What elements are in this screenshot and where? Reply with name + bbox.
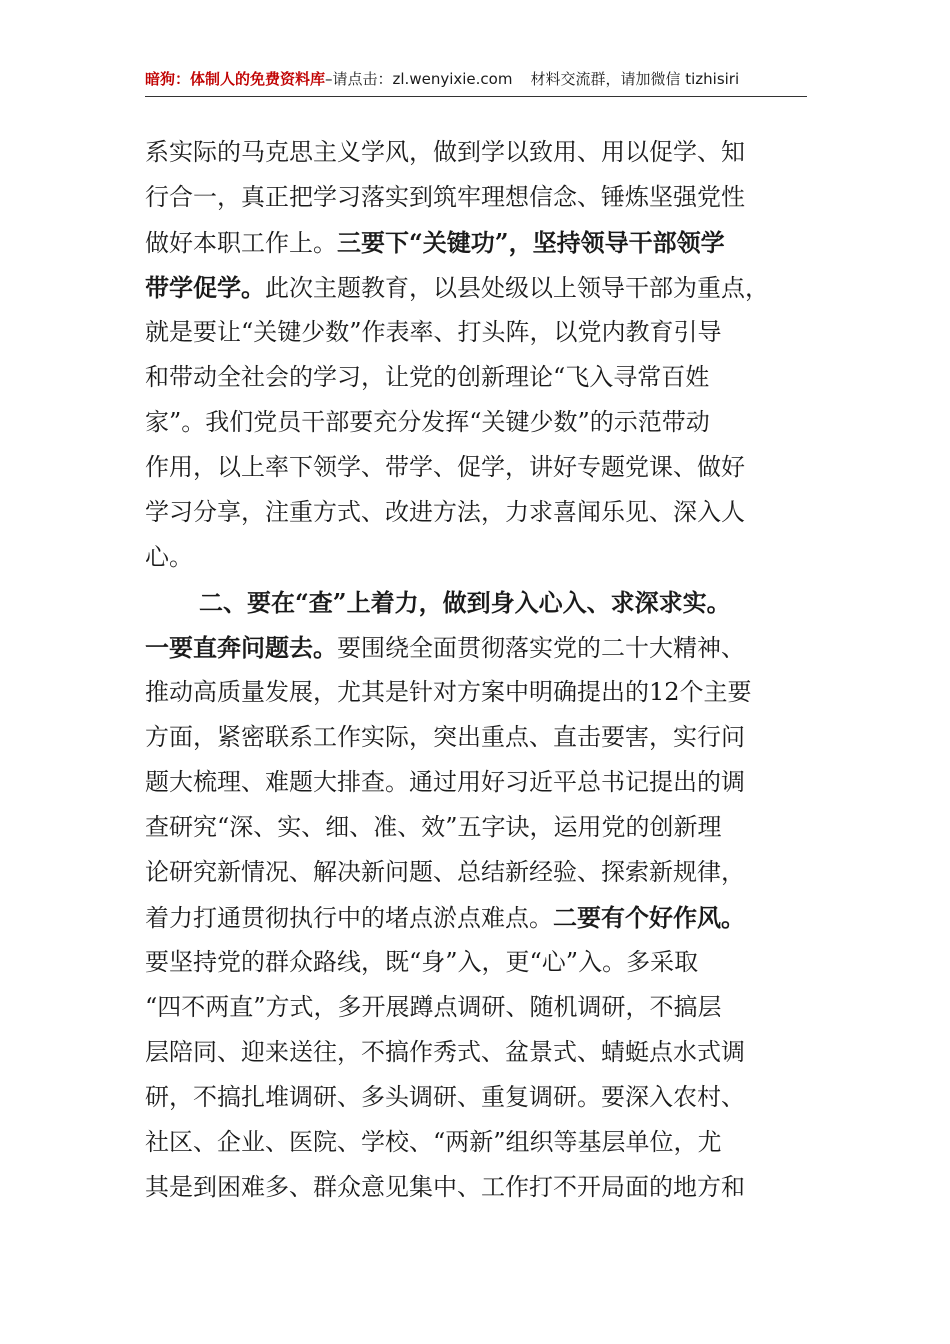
text-run: 和带动全社会的学习，让党的创新理论“飞入寻常百姓 — [145, 363, 710, 391]
text-run: 要坚持党的群众路线，既“身”入，更“心”入。多采取 — [145, 948, 699, 976]
text-run: 就是要让“关键少数”作表率、打头阵，以党内教育引导 — [145, 318, 722, 346]
header-site-label: 暗狗：体制人的免费资料库 — [145, 70, 326, 88]
text-run: 此次主题教育，以县处级以上领导干部为重点， — [265, 274, 769, 302]
text-run: 家”。我们党员干部要充分发挥“关键少数”的示范带动 — [145, 408, 710, 436]
text-line — [145, 760, 807, 805]
text-line — [145, 670, 807, 715]
text-run: 方面，紧密联系工作实际，突出重点、直击要害，实行问 — [145, 723, 745, 751]
text-run: 心。 — [145, 543, 193, 571]
text-line — [145, 625, 807, 670]
header-divider — [145, 96, 807, 97]
bold-text-run: 二、要在“查”上着力，做到身入心入、求深求实。 — [199, 588, 731, 617]
text-line — [145, 265, 807, 310]
bold-text-run: 三要下“关键功”，坚持领导干部领学 — [337, 228, 725, 257]
text-run: 其是到困难多、群众意见集中、工作打不开局面的地方和 — [145, 1173, 745, 1201]
page-header — [145, 62, 805, 96]
text-run: 推动高质量发展，尤其是针对方案中明确提出的12个主要 — [145, 678, 752, 706]
text-run: 行合一，真正把学习落实到筑牢理想信念、锤炼坚强党性 — [145, 183, 745, 211]
text-line — [145, 850, 807, 895]
text-line — [145, 130, 807, 175]
text-line — [145, 1165, 807, 1210]
text-line — [145, 400, 807, 445]
text-line — [145, 805, 807, 850]
text-run: 论研究新情况、解决新问题、总结新经验、探索新规律， — [145, 858, 745, 886]
bold-text-run: 带学促学。 — [145, 273, 265, 302]
text-line — [145, 220, 807, 265]
text-run: 作用，以上率下领学、带学、促学，讲好专题党课、做好 — [145, 453, 745, 481]
text-run: 研，不搞扎堆调研、多头调研、重复调研。要深入农村、 — [145, 1083, 745, 1111]
text-line — [145, 310, 807, 355]
text-line — [145, 940, 807, 985]
document-body — [145, 130, 807, 1210]
text-run: 查研究“深、实、细、准、效”五字诀，运用党的创新理 — [145, 813, 722, 841]
text-run: 题大梳理、难题大排查。通过用好习近平总书记提出的调 — [145, 768, 745, 796]
text-run: 学习分享，注重方式、改进方法，力求喜闻乐见、深入人 — [145, 498, 745, 526]
text-line — [145, 1120, 807, 1165]
text-line — [145, 580, 807, 625]
text-line — [145, 715, 807, 760]
text-run: 做好本职工作上。 — [145, 229, 337, 257]
text-line — [145, 535, 807, 580]
text-line — [145, 490, 807, 535]
text-line — [145, 1030, 807, 1075]
text-line — [145, 895, 807, 940]
text-run: 系实际的马克思主义学风，做到学以致用、用以促学、知 — [145, 138, 745, 166]
text-run: 社区、企业、医院、学校、“两新”组织等基层单位，尤 — [145, 1128, 722, 1156]
text-line — [145, 175, 807, 220]
text-line — [145, 445, 807, 490]
text-line — [145, 985, 807, 1030]
header-click-link[interactable]: –请点击：zl.wenyixie.com — [325, 70, 513, 88]
bold-text-run: 一要直奔问题去。 — [145, 633, 337, 662]
text-line — [145, 1075, 807, 1120]
text-run: 着力打通贯彻执行中的堵点淤点难点。 — [145, 904, 553, 932]
bold-text-run: 二要有个好作风。 — [553, 903, 745, 932]
header-contact-label: 材料交流群，请加微信 tizhisiri — [530, 70, 740, 88]
text-line — [145, 355, 807, 400]
text-run: 要围绕全面贯彻落实党的二十大精神、 — [337, 634, 745, 662]
text-run: 层陪同、迎来送往，不搞作秀式、盆景式、蜻蜓点水式调 — [145, 1038, 745, 1066]
text-run: “四不两直”方式，多开展蹲点调研、随机调研，不搞层 — [145, 993, 722, 1021]
